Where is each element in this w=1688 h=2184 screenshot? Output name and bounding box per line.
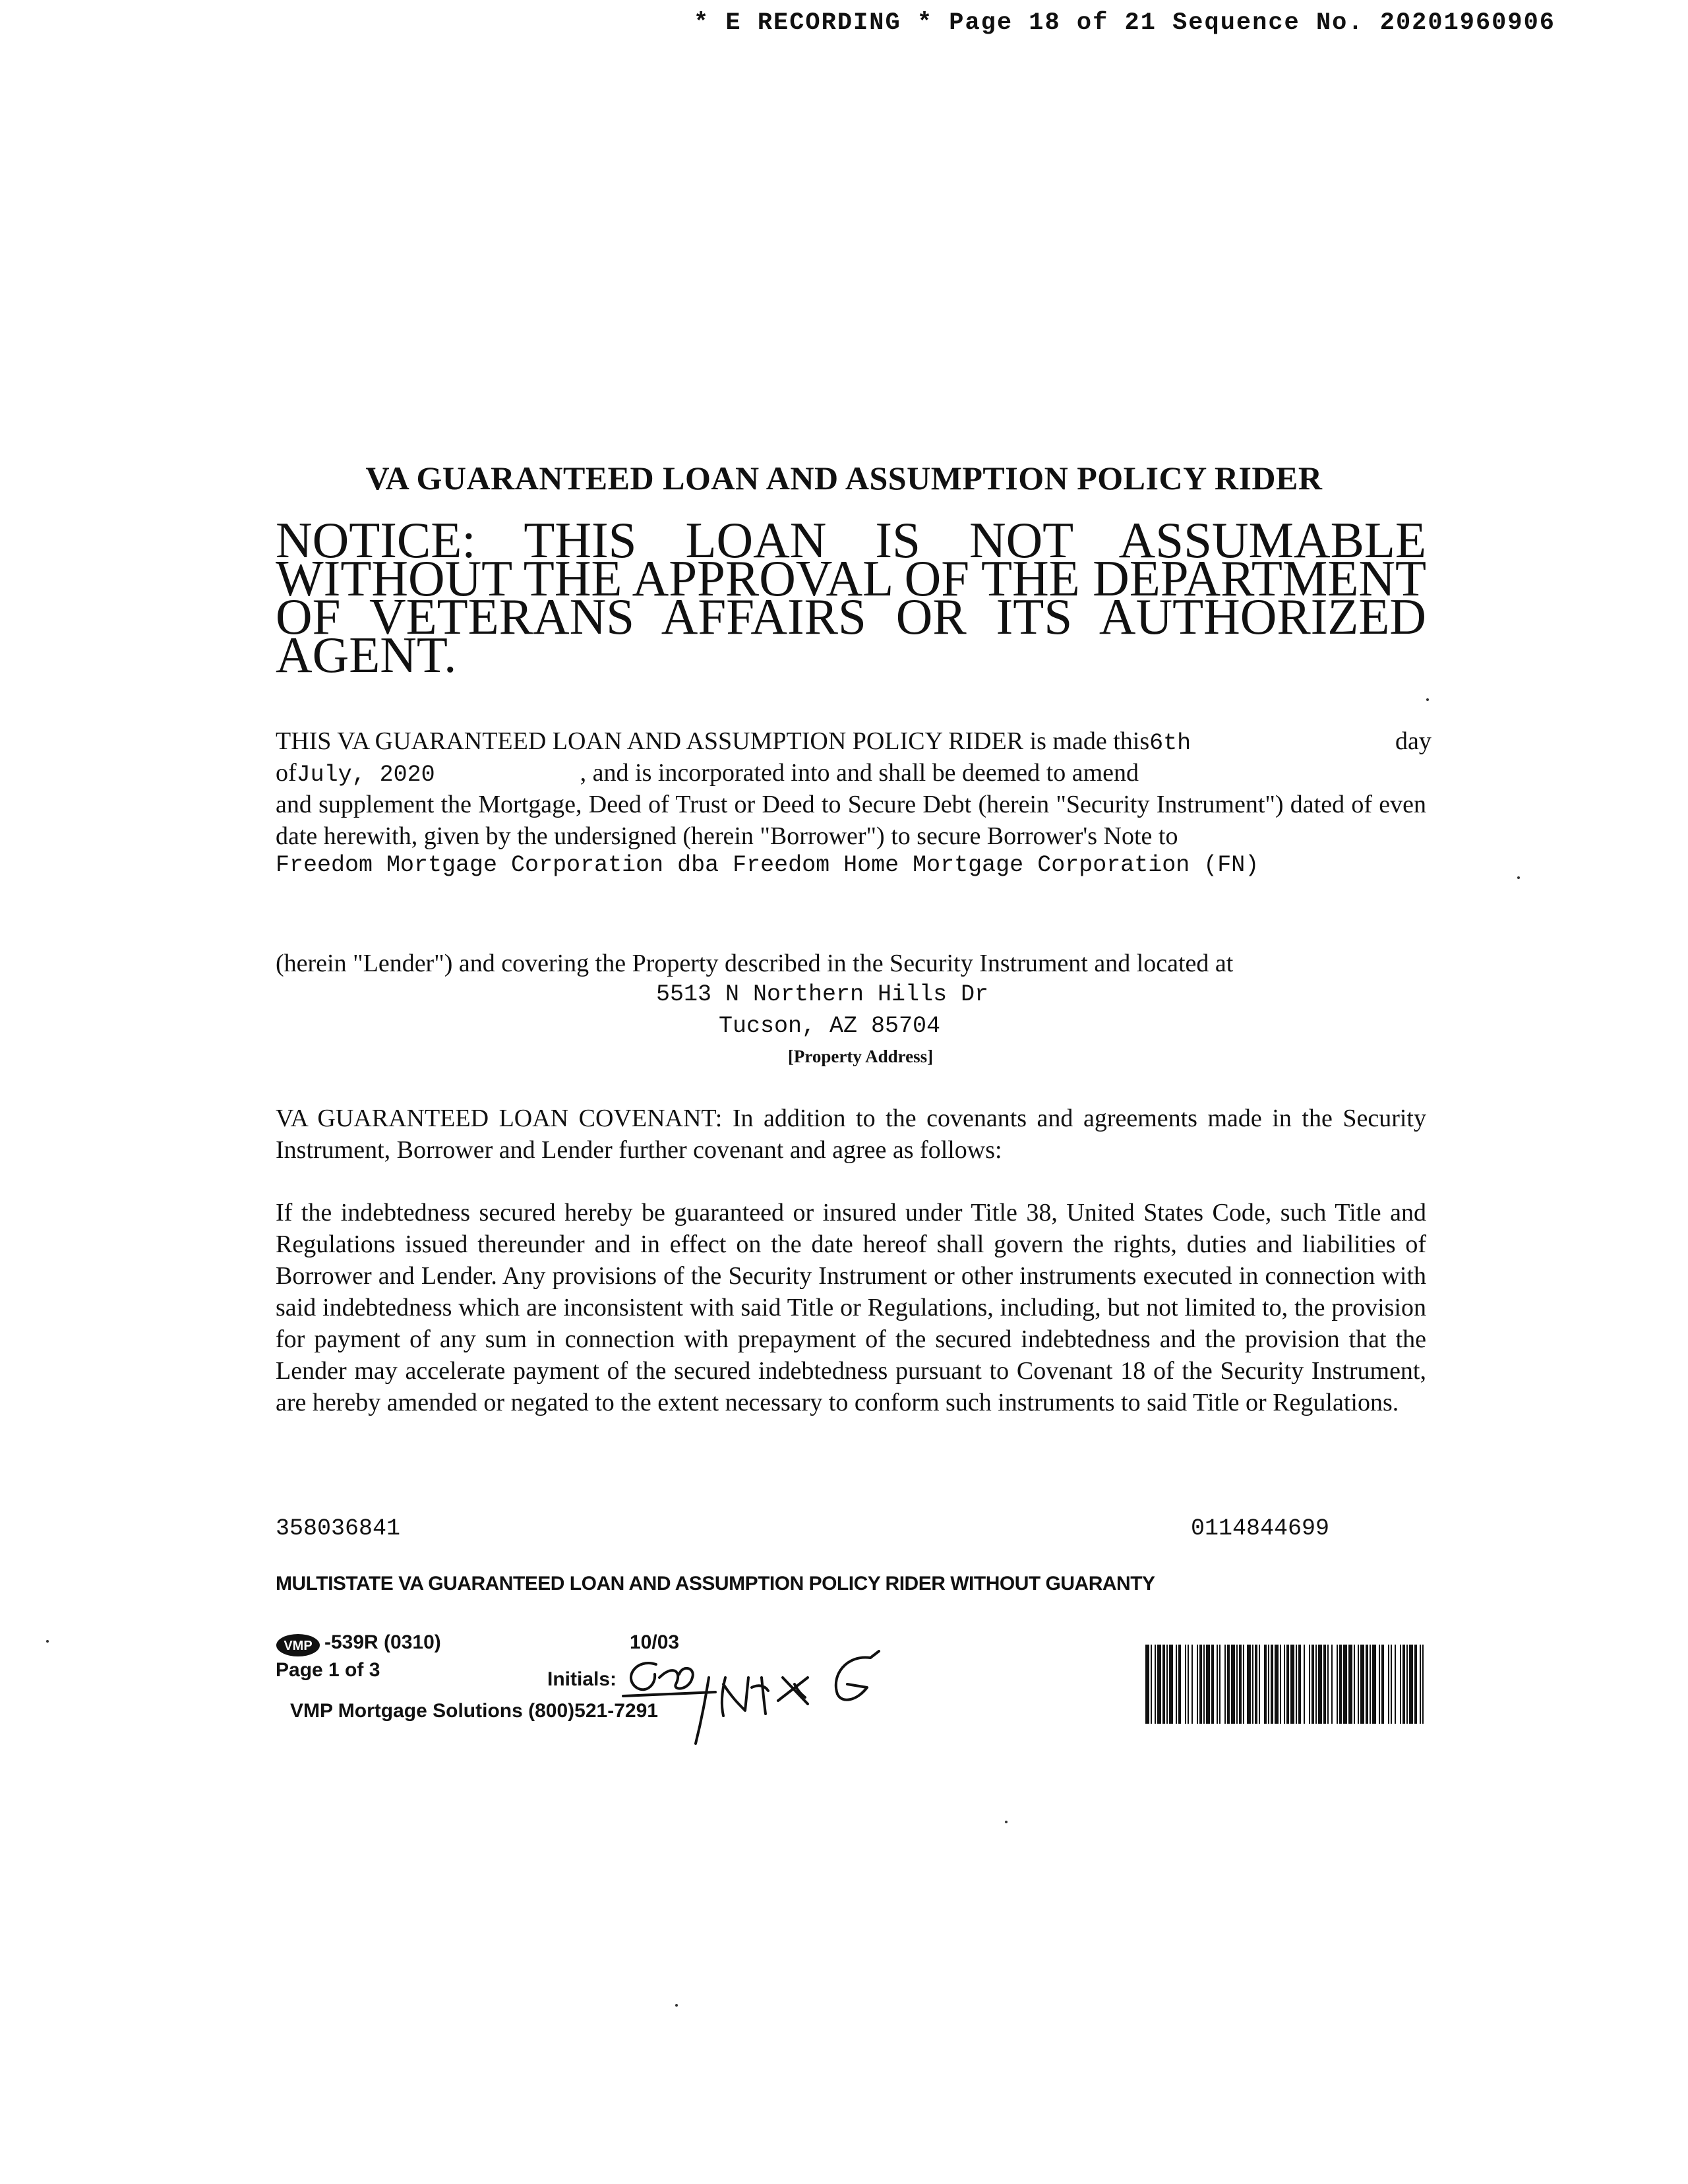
intro-line-2-rest: , and is incorporated into and shall be deemed to amend [580, 759, 1139, 787]
scan-speck [1005, 1821, 1008, 1823]
barcode-bar [1199, 1645, 1202, 1724]
barcode-bar [1372, 1645, 1376, 1724]
lender-paragraph: (herein "Lender") and covering the Property described in the Security Instrument and located at [276, 950, 1234, 977]
barcode-bar [1284, 1645, 1285, 1724]
form-title: MULTISTATE VA GUARANTEED LOAN AND ASSUMPTION POLICY RIDER WITHOUT GUARANTY [276, 1573, 1155, 1594]
barcode-bar [1271, 1645, 1273, 1724]
scan-speck [46, 1640, 49, 1643]
barcode-bar [1420, 1645, 1421, 1724]
barcode-bar [1219, 1645, 1221, 1724]
covenant-body: If the indebtedness secured hereby be guaranteed or insured under Title 38, United States Code, such Title and Regulations issued thereunder and in effect on the date hereof shall govern the rights, duties and liabilities of Borrower and Lender. Any provisions of the Security Instrument or other instruments executed in connection with said indebtedness which are inconsistent with said Title or Regulations, including, but not limited to, the provision for payment of any sum in connection with prepayment of the secured indebtedness and the provision that the Lender may accelerate payment of the secured indebtedness pursuant to Covenant 18 of the Security Instrument, are hereby amended or negated to the extent necessary to conform such instruments to said Title or Regulations. [276, 1199, 1426, 1416]
barcode-bar [1224, 1645, 1226, 1724]
day-value: 6th [1149, 730, 1191, 756]
barcode-bar [1217, 1645, 1218, 1724]
barcode-bar [1268, 1645, 1269, 1724]
barcode-bar [1366, 1645, 1368, 1724]
barcode-bar [1400, 1645, 1401, 1724]
scan-speck [1517, 876, 1520, 879]
barcode-bar [1358, 1645, 1359, 1724]
barcode-bar [1315, 1645, 1317, 1724]
barcode-bar [1406, 1645, 1408, 1724]
recording-header: * E RECORDING * Page 18 of 21 Sequence No. 20201960906 [694, 9, 1555, 37]
initials-label: Initials: [547, 1668, 617, 1690]
barcode-bar [1296, 1645, 1297, 1724]
barcode-bar [1255, 1645, 1257, 1724]
barcode-bar [1304, 1645, 1305, 1724]
barcode-bar [1327, 1645, 1329, 1724]
barcode-bar [1191, 1645, 1193, 1724]
barcode-bar [1151, 1645, 1152, 1724]
barcode-bar [1331, 1645, 1333, 1724]
barcode-bar [1259, 1645, 1260, 1724]
barcode-bar [1381, 1645, 1384, 1724]
barcode-bar [1343, 1645, 1347, 1724]
barcode-bar [1247, 1645, 1251, 1724]
barcode-bar [1286, 1645, 1289, 1724]
barcode-bar [1391, 1645, 1392, 1724]
barcode-bar [1236, 1645, 1238, 1724]
barcode [1145, 1645, 1428, 1724]
property-address-line-1: 5513 N Northern Hills Dr [656, 981, 989, 1008]
lender-name: Freedom Mortgage Corporation dba Freedom Home Mortgage Corporation (FN) [276, 852, 1259, 878]
intro-prefix: THIS VA GUARANTEED LOAN AND ASSUMPTION POLICY RIDER is made this [276, 727, 1150, 755]
handwritten-initials [610, 1638, 887, 1750]
barcode-bar [1388, 1645, 1389, 1724]
of-word: of [276, 759, 297, 787]
scan-speck [675, 2004, 678, 2007]
barcode-bar [1203, 1645, 1205, 1724]
barcode-bar [1239, 1645, 1242, 1724]
vmp-logo [276, 1633, 320, 1658]
barcode-bar [1197, 1645, 1198, 1724]
barcode-bar [1206, 1645, 1210, 1724]
intro-line-2 [276, 757, 1426, 791]
property-address-label: [Property Address] [787, 1046, 934, 1066]
barcode-bar [1402, 1645, 1405, 1724]
barcode-bar [1422, 1645, 1424, 1724]
barcode-bar [1264, 1645, 1267, 1724]
loan-number-right: 0114844699 [1191, 1515, 1330, 1542]
covenant-heading: VA GUARANTEED LOAN COVENANT: In addition to the covenants and agreements made in the Security Instrument, Borrower and Lender further covenant and agree as follows: [276, 1105, 1426, 1164]
barcode-bar [1348, 1645, 1352, 1724]
barcode-bar [1379, 1645, 1380, 1724]
loan-number-left: 358036841 [276, 1515, 401, 1542]
barcode-bar [1162, 1645, 1165, 1724]
barcode-bar [1337, 1645, 1338, 1724]
intro-line-1 [276, 725, 1432, 759]
barcode-bar [1157, 1645, 1161, 1724]
document-title: VA GUARANTEED LOAN AND ASSUMPTION POLICY RIDER [365, 460, 1323, 497]
barcode-bar [1311, 1645, 1314, 1724]
barcode-bar [1298, 1645, 1301, 1724]
barcode-bar [1290, 1645, 1294, 1724]
scan-speck [1426, 698, 1429, 701]
assumption-notice: NOTICE: THIS LOAN IS NOT ASSUMABLE WITHOUT THE APPROVAL OF THE DEPARTMENT OF VETERANS AFFAIRS OR ITS AUTHORIZED AGENT. [276, 512, 1426, 683]
barcode-bar [1395, 1645, 1396, 1724]
barcode-bar [1339, 1645, 1342, 1724]
barcode-bar [1145, 1645, 1149, 1724]
barcode-bar [1252, 1645, 1253, 1724]
barcode-bar [1243, 1645, 1244, 1724]
barcode-bar [1185, 1645, 1186, 1724]
barcode-bar [1409, 1645, 1413, 1724]
barcode-bar [1231, 1645, 1235, 1724]
barcode-bar [1414, 1645, 1417, 1724]
vmp-logo-text: VMP [284, 1639, 313, 1653]
barcode-bar [1309, 1645, 1310, 1724]
barcode-bar [1188, 1645, 1189, 1724]
barcode-bar [1354, 1645, 1355, 1724]
page-indicator: Page 1 of 3 [276, 1659, 380, 1681]
day-word: day [1395, 727, 1432, 755]
barcode-bar [1275, 1645, 1279, 1724]
barcode-bar [1169, 1645, 1173, 1724]
barcode-bar [1360, 1645, 1364, 1724]
barcode-bar [1280, 1645, 1281, 1724]
form-number: -539R (0310) [324, 1631, 441, 1653]
vmp-contact: VMP Mortgage Solutions (800)521-7291 [290, 1700, 658, 1722]
date-value: July, 2020 [296, 762, 435, 788]
barcode-bar [1155, 1645, 1156, 1724]
form-date: 10/03 [630, 1631, 680, 1653]
barcode-bar [1318, 1645, 1322, 1724]
barcode-bar [1370, 1645, 1371, 1724]
property-address-line-2: Tucson, AZ 85704 [719, 1013, 941, 1039]
barcode-bar [1323, 1645, 1326, 1724]
barcode-bar [1166, 1645, 1168, 1724]
barcode-bar [1178, 1645, 1181, 1724]
barcode-bar [1227, 1645, 1230, 1724]
barcode-bar [1211, 1645, 1214, 1724]
intro-paragraph: and supplement the Mortgage, Deed of Trust or Deed to Secure Debt (herein "Security Instrument") dated of even date herewith, given by the undersigned (herein "Borrower") to secure Borrower's Note to [276, 791, 1426, 850]
barcode-bar [1176, 1645, 1177, 1724]
